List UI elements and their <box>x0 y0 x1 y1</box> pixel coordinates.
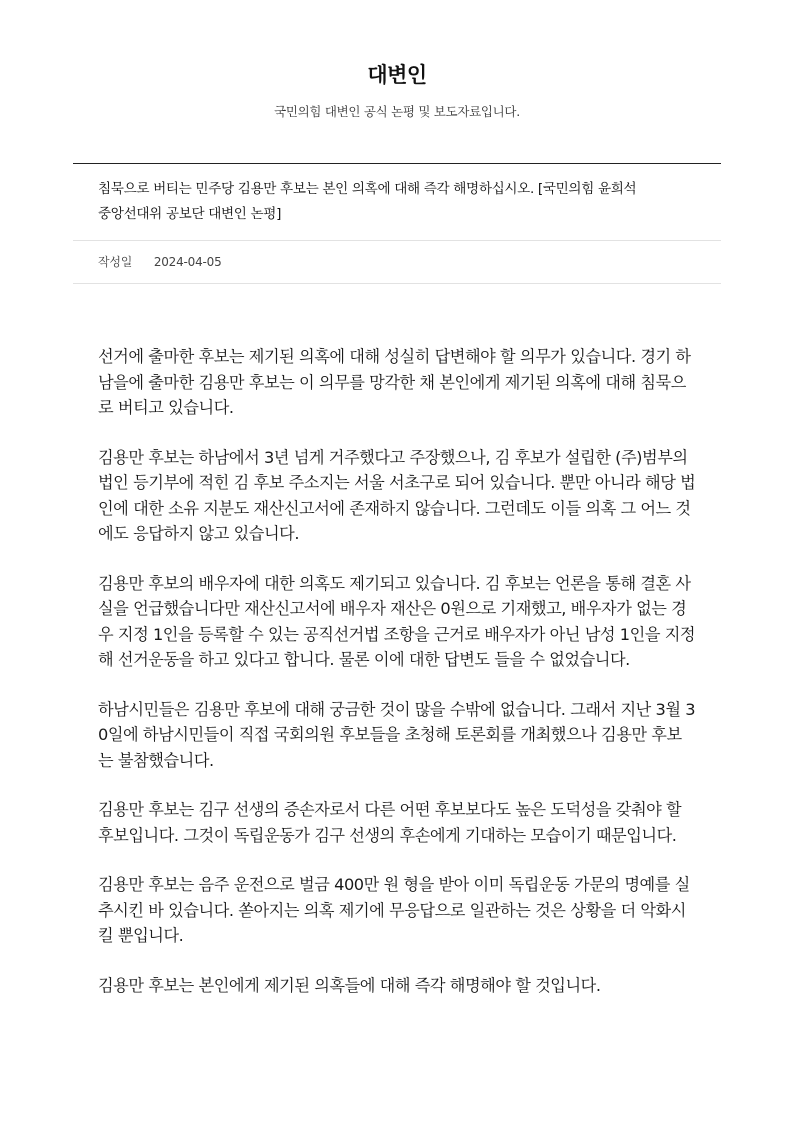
date-label: 작성일 <box>98 255 133 269</box>
article-title: 침묵으로 버티는 민주당 김용만 후보는 본인 의혹에 대해 즉각 해명하십시오. [국민의힘 윤희석 중앙선대위 공보단 대변인 논평] <box>98 181 637 222</box>
page-title: 대변인 <box>367 63 427 87</box>
paragraph: 김용만 후보는 하남에서 3년 넘게 거주했다고 주장했으나, 김 후보가 설립한 (주)범부의 법인 등기부에 적힌 김 후보 주소지는 서울 서초구로 되어 있습니다. 뿐만 아니라 해당 법인에 대한 소유 지분도 재산신고서에 존재하지 않습니다. 그런데도 이들 의혹 그 어느 것에도 응답하지 않고 있습니다. <box>98 447 696 543</box>
meta-divider <box>73 283 721 284</box>
header-divider <box>73 163 721 164</box>
paragraph: 김용만 후보의 배우자에 대한 의혹도 제기되고 있습니다. 김 후보는 언론을 통해 결혼 사실을 언급했습니다만 재산신고서에 배우자 재산은 0원으로 기재했고, 배우자가 없는 경우 지정 1인을 등록할 수 있는 공직선거법 조항을 근거로 배우자가 아닌 남성 1인을 지정해 선거운동을 하고 있다고 합니다. 물론 이에 대한 답변도 들을 수 없었습니다. <box>98 573 696 669</box>
paragraph: 선거에 출마한 후보는 제기된 의혹에 대해 성실히 답변해야 할 의무가 있습니다. 경기 하남을에 출마한 김용만 후보는 이 의무를 망각한 채 본인에게 제기된 의혹에 대해 침묵으로 버티고 있습니다. <box>98 347 691 417</box>
paragraph: 김용만 후보는 김구 선생의 증손자로서 다른 어떤 후보보다도 높은 도덕성을 갖춰야 할 후보입니다. 그것이 독립운동가 김구 선생의 후손에게 기대하는 모습이기 때문입니다. <box>98 800 682 845</box>
paragraph: 김용만 후보는 본인에게 제기된 의혹들에 대해 즉각 해명해야 할 것입니다. <box>98 975 601 995</box>
paragraph: 김용만 후보는 음주 운전으로 벌금 400만 원 형을 받아 이미 독립운동 가문의 명예를 실추시킨 바 있습니다. 쏟아지는 의혹 제기에 무응답으로 일관하는 것은 상황을 더 악화시킬 뿐입니다. <box>98 875 690 945</box>
title-divider <box>73 240 721 241</box>
article-body <box>98 344 696 1022</box>
page-subtitle: 국민의힘 대변인 공식 논평 및 보도자료입니다. <box>274 104 520 119</box>
article-meta <box>98 253 222 271</box>
article-date: 2024-04-05 <box>153 255 222 269</box>
paragraph: 하남시민들은 김용만 후보에 대해 궁금한 것이 많을 수밖에 없습니다. 그래서 지난 3월 30일에 하남시민들이 직접 국회의원 후보들을 초청해 토론회를 개최했으나 김용만 후보는 불참했습니다. <box>98 699 696 770</box>
